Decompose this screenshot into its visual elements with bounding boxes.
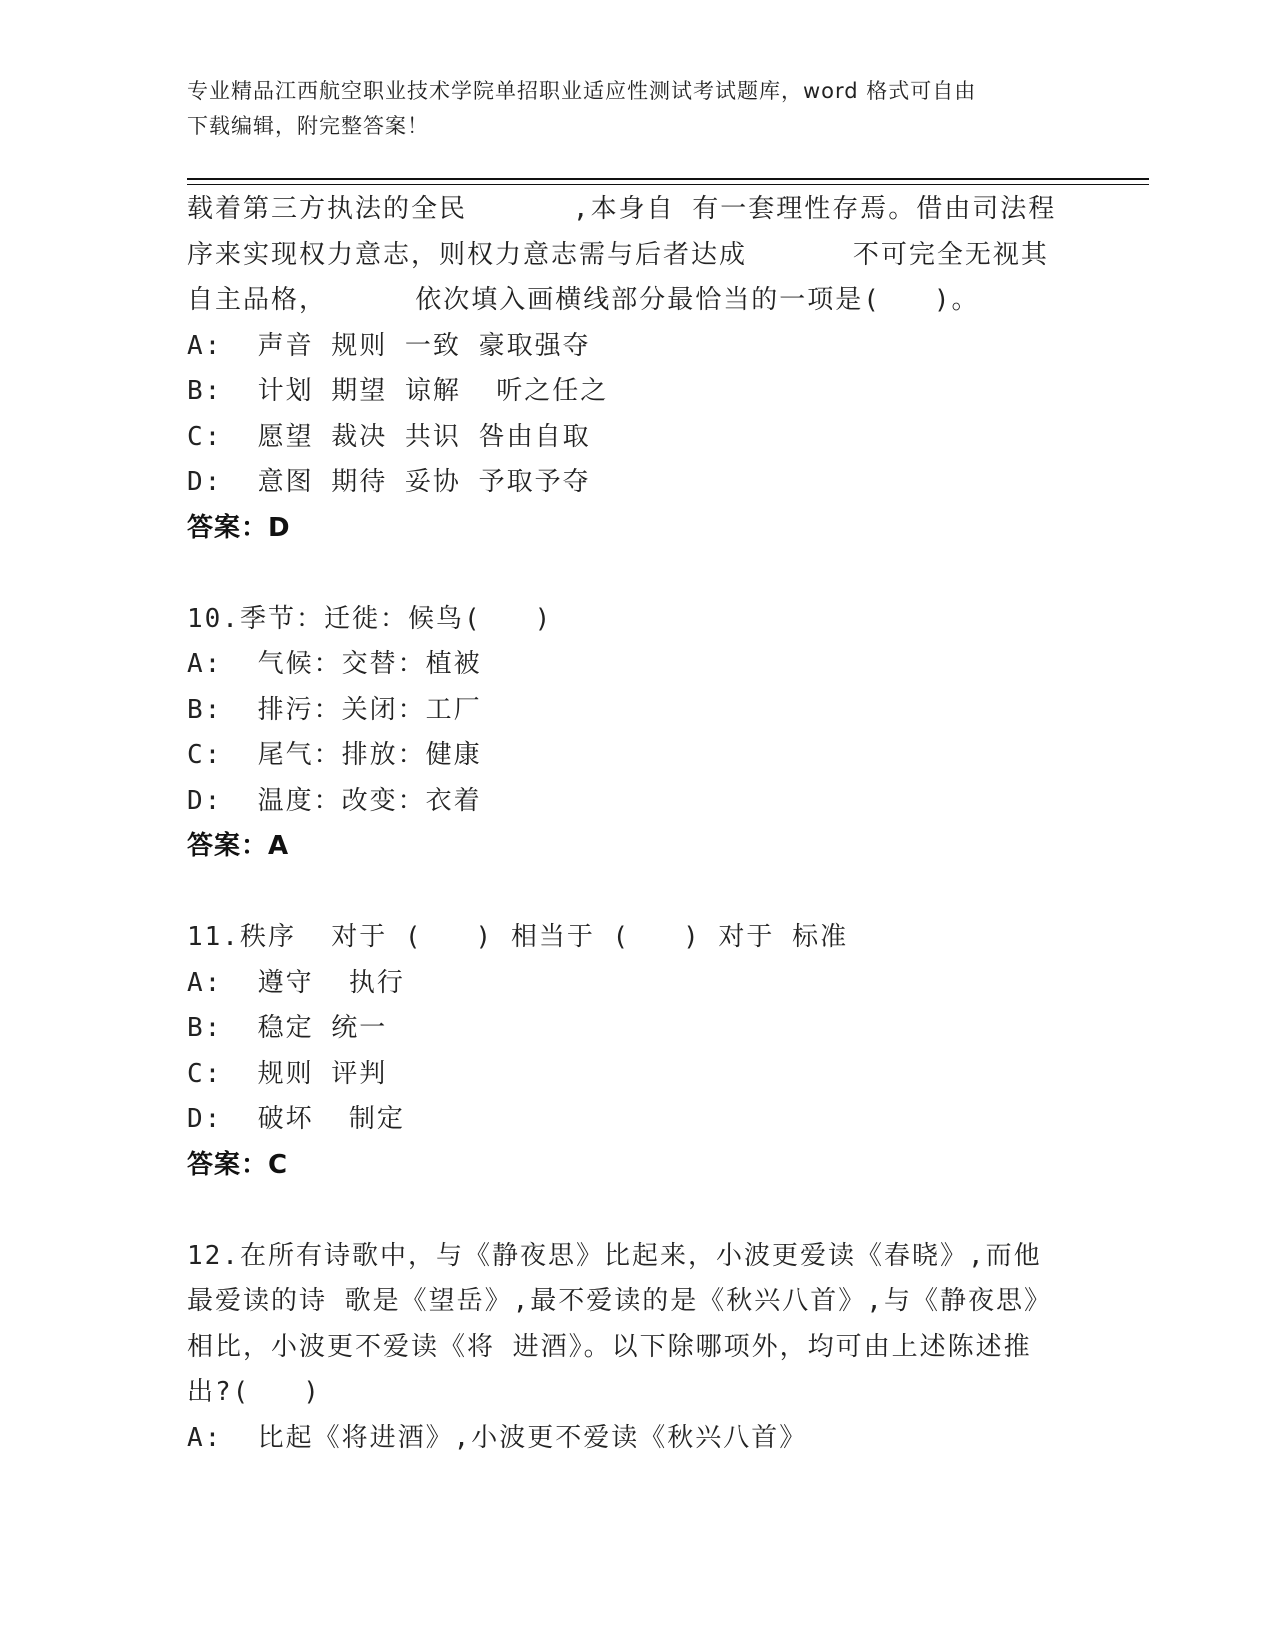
question-9-option-d: D: 意图 期待 妥协 予取予夺	[187, 467, 591, 497]
question-10	[187, 597, 1087, 870]
header-rule-thin	[187, 184, 1149, 185]
question-9-option-c: C: 愿望 裁决 共识 咎由自取	[187, 421, 591, 452]
question-11-option-c: C: 规则 评判	[187, 1058, 388, 1089]
question-12-stem-line: 12.在所有诗歌中，与《静夜思》比起来，小波更爱读《春晓》,而他	[187, 1240, 1042, 1271]
question-11-option-b: B: 稳定 统一	[187, 1013, 388, 1043]
question-10-option-c: C: 尾气：排放：健康	[187, 740, 482, 770]
header-line-1: 专业精品江西航空职业技术学院单招职业适应性测试考试题库，word 格式可自由	[187, 79, 977, 103]
question-12	[187, 1234, 1087, 1462]
header-line-2: 下载编辑，附完整答案！	[187, 114, 429, 138]
question-10-option-a: A: 气候：交替：植被	[187, 649, 482, 679]
question-12-option-a: A: 比起《将进酒》,小波更不爱读《秋兴八首》	[187, 1422, 808, 1453]
question-10-stem: 10.季节：迁徙：候鸟( )	[187, 603, 553, 634]
question-9	[187, 187, 1087, 551]
question-12-stem-line: 相比，小波更不爱读《将 进酒》。以下除哪项外，均可由上述陈述推	[187, 1331, 1032, 1362]
question-11-stem: 11.秩序 对于 ( ) 相当于 ( ) 对于 标准	[187, 922, 849, 952]
question-11-option-d: D: 破坏 制定	[187, 1104, 405, 1134]
question-12-stem-line: 出?( )	[187, 1377, 321, 1407]
question-9-answer: 答案：D	[187, 512, 291, 543]
question-content	[187, 187, 1087, 1461]
question-9-stem-line: 载着第三方执法的全民 ,本身自 有一套理性存焉。借由司法程	[187, 194, 1057, 224]
question-9-option-b: B: 计划 期望 谅解 听之任之	[187, 376, 609, 406]
question-9-option-a: A: 声音 规则 一致 豪取强夺	[187, 330, 591, 361]
question-11-answer: 答案：C	[187, 1149, 289, 1180]
question-10-answer: 答案：A	[187, 831, 290, 861]
document-header	[187, 74, 1087, 144]
question-10-option-b: B: 排污：关闭：工厂	[187, 694, 482, 725]
header-rule-thick	[187, 178, 1149, 180]
question-9-stem-line: 序来实现权力意志，则权力意志需与后者达成 不可完全无视其	[187, 239, 1049, 270]
question-12-stem-line: 最爱读的诗 歌是《望岳》,最不爱读的是《秋兴八首》,与《静夜思》	[187, 1286, 1052, 1316]
question-11-option-a: A: 遵守 执行	[187, 967, 405, 998]
question-10-option-d: D: 温度：改变：衣着	[187, 785, 482, 816]
question-11	[187, 915, 1087, 1188]
question-9-stem-line: 自主品格， 依次填入画横线部分最恰当的一项是( )。	[187, 285, 980, 315]
